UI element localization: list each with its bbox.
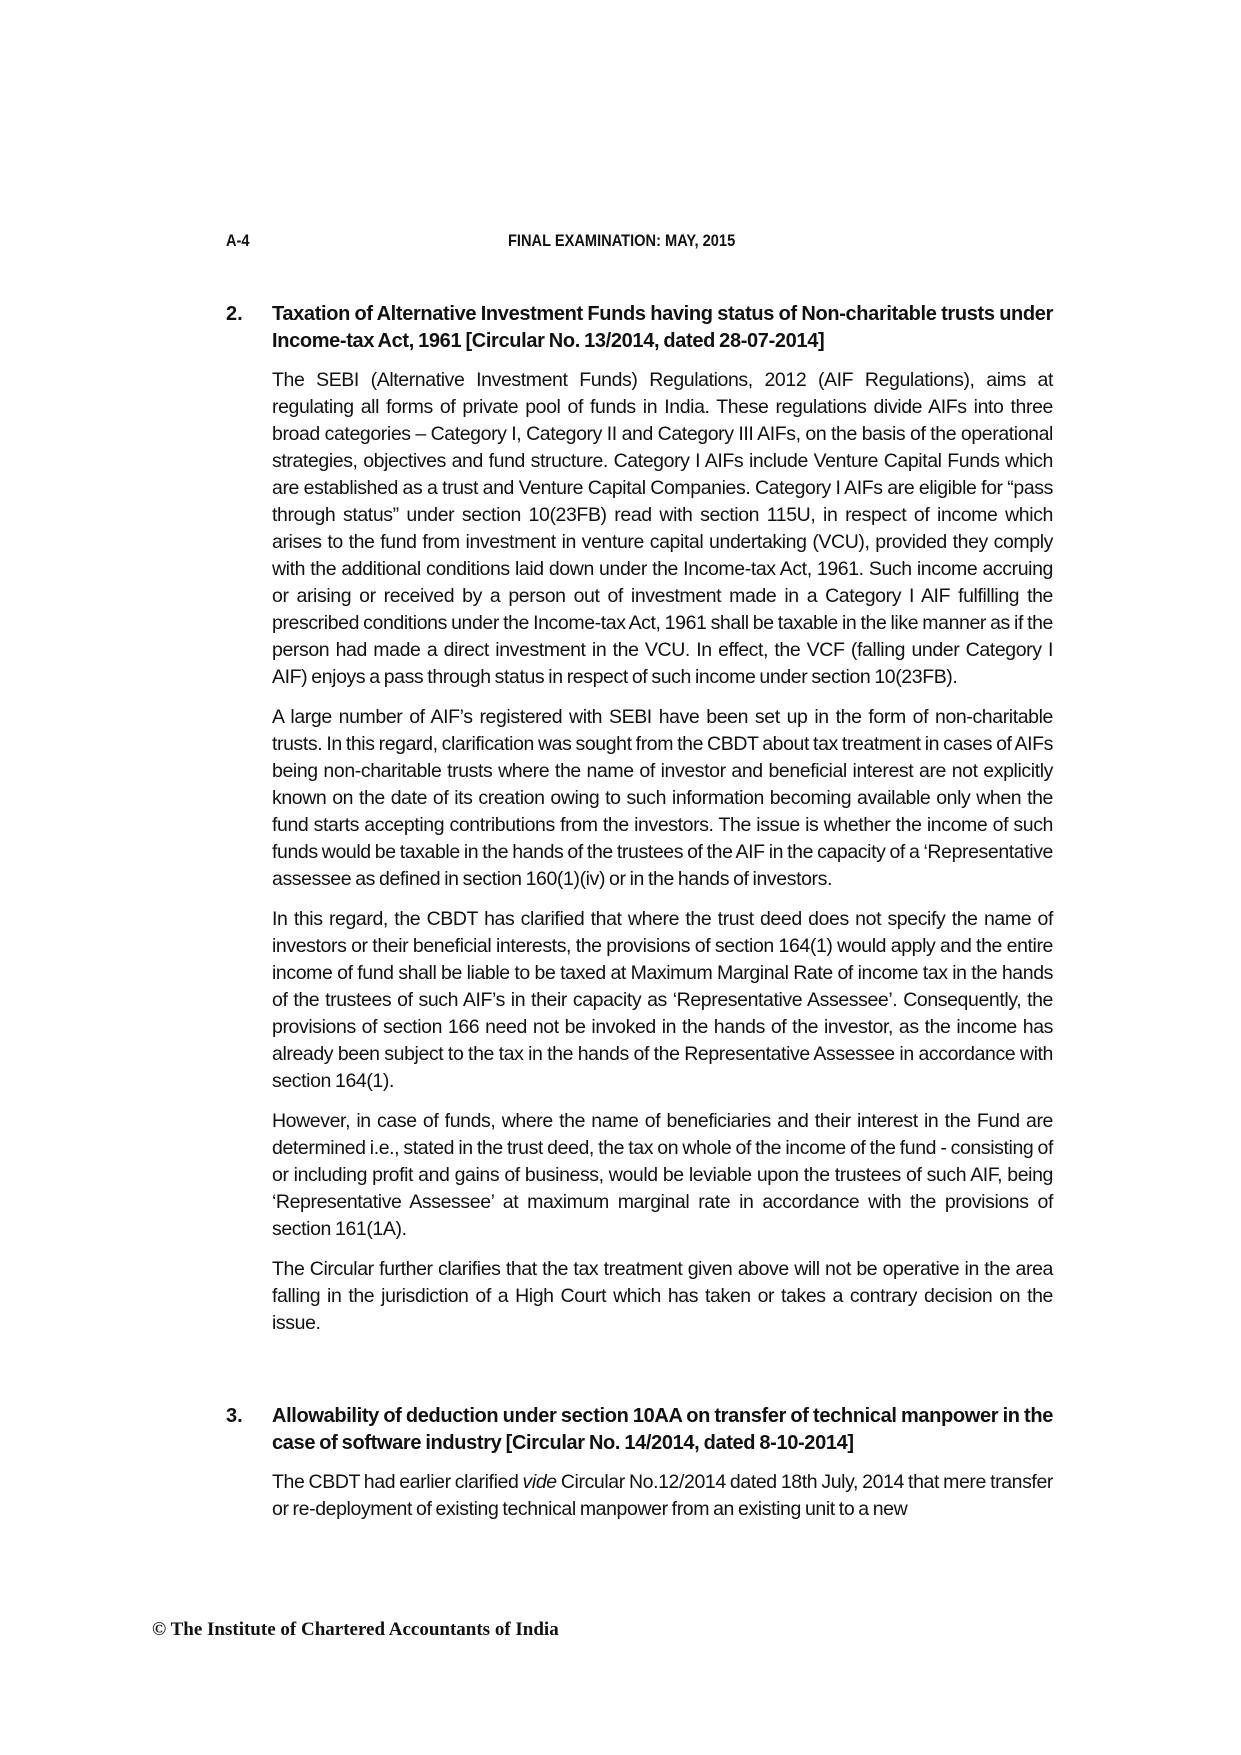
- paragraph: The SEBI (Alternative Investment Funds) Regulations, 2012 (AIF Regulations), aims at regulating all forms of private pool of funds in India. These regulations divide AIFs into three broad categories – Category I, Category II and Category III AIFs, on the basis of the operational strategies, objectives and fund structure. Category I AIFs include Venture Capital Funds which are established as a trust and Venture Capital Companies. Category I AIFs are eligible for “pass through status” under section 10(23FB) read with section 115U, in respect of income which arises to the fund from investment in venture capital undertaking (VCU), provided they comply with the additional conditions laid down under the Income-tax Act, 1961. Such income accruing or arising or received by a person out of investment made in a Category I AIF fulfilling the prescribed conditions under the Income-tax Act, 1961 shall be taxable in the like manner as if the person had made a direct investment in the VCU. In effect, the VCF (falling under Category I AIF) enjoys a pass through status in respect of such income under section 10(23FB).: [272, 369, 1053, 688]
- section-title: Taxation of Alternative Investment Funds having status of Non-charitable trusts under Income-tax Act, 1961 [Circular No. 13/2014, dated 28-07-2014]: [272, 303, 1053, 352]
- paragraph-text: Circular No.12/2014 dated 18th July, 2014 that mere transfer or re-deployment of existing technical manpower from an existing unit to a new: [272, 1471, 1053, 1520]
- paragraph: [272, 1469, 1053, 1523]
- section-2: [226, 301, 1053, 1337]
- paragraph: The Circular further clarifies that the tax treatment given above will not be operative in the area falling in the jurisdiction of a High Court which has taken or takes a contrary decision on the issue.: [272, 1258, 1053, 1334]
- section-number: 3.: [226, 1405, 243, 1427]
- paragraph: A large number of AIF’s registered with SEBI have been set up in the form of non-charitable trusts. In this regard, clarification was sought from the CBDT about tax treatment in cases of AIFs being non-charitable trusts where the name of investor and beneficial interest are not explicitly known on the date of its creation owing to such information becoming available only when the fund starts accepting contributions from the investors. The issue is whether the income of such funds would be taxable in the hands of the trustees of the AIF in the capacity of a ‘Representative assessee as defined in section 160(1)(iv) or in the hands of investors.: [272, 706, 1053, 890]
- section-number: 2.: [226, 303, 243, 325]
- paragraph-text: The CBDT had earlier clarified: [272, 1471, 523, 1493]
- paragraph: In this regard, the CBDT has clarified that where the trust deed does not specify the name of investors or their beneficial interests, the provisions of section 164(1) would apply and the entire income of fund shall be liable to be taxed at Maximum Marginal Rate of income tax in the hands of the trustees of such AIF’s in their capacity as ‘Representative Assessee’. Consequently, the provisions of section 166 need not be invoked in the hands of the investor, as the income has already been subject to the tax in the hands of the Representative Assessee in accordance with section 164(1).: [272, 908, 1053, 1092]
- page-header-title: FINAL EXAMINATION: MAY, 2015: [508, 231, 736, 250]
- paragraph: However, in case of funds, where the name of beneficiaries and their interest in the Fund are determined i.e., stated in the trust deed, the tax on whole of the income of the fund - consisting of or including profit and gains of business, would be leviable upon the trustees of such AIF, being ‘Representative Assessee’ at maximum marginal rate in accordance with the provisions of section 161(1A).: [272, 1110, 1053, 1240]
- footer-copyright: © The Institute of Chartered Accountants of India: [152, 1619, 559, 1640]
- section-3: [226, 1403, 1053, 1523]
- page-code: A-4: [226, 231, 250, 250]
- section-title: Allowability of deduction under section 10AA on transfer of technical manpower in the case of software industry [Circular No. 14/2014, dated 8-10-2014]: [272, 1405, 1053, 1454]
- paragraph-italic-text: vide: [522, 1471, 557, 1493]
